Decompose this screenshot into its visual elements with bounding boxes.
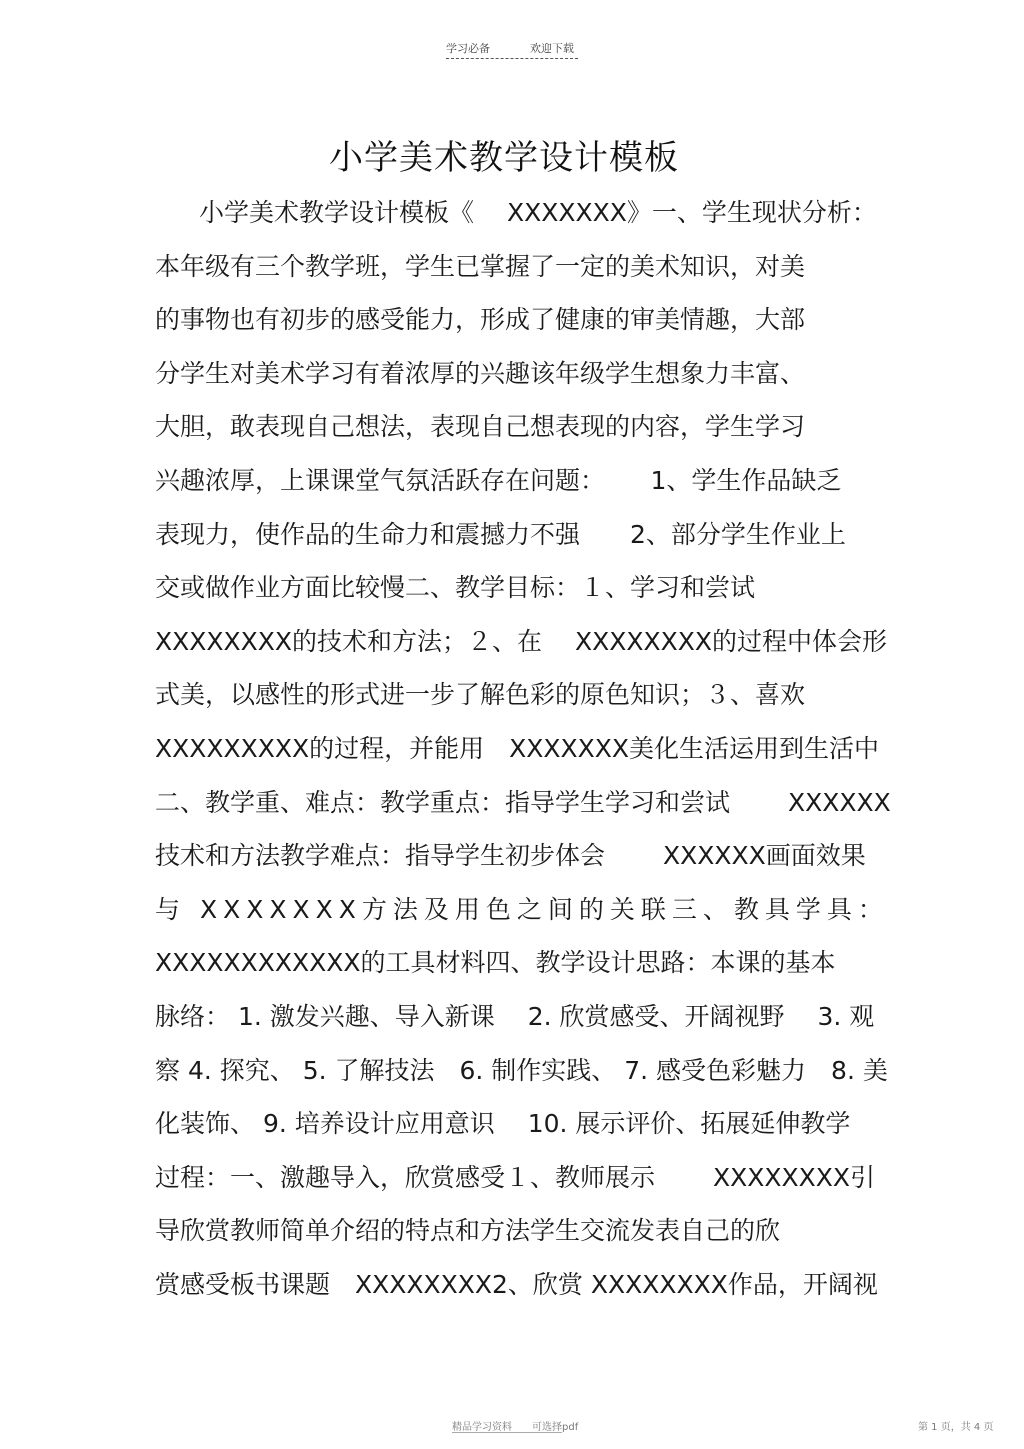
header-right-text: 欢迎下载 — [530, 42, 574, 55]
body-line: 的事物也有初步的感受能力，形成了健康的审美情趣，大部 — [155, 305, 806, 335]
body-line: 过程：一、激趣导入，欣赏感受１、教师展示 XXXXXXXX引 — [155, 1162, 875, 1192]
body-line: 小学美术教学设计模板《 XXXXXXX》一、学生现状分析： — [199, 198, 877, 227]
body-line: 与 XXXXXXX方法及用色之间的关联三、教具学具： — [155, 894, 889, 924]
document-body — [155, 186, 895, 1311]
footer-left-text: 精品学习资料 可选择pdf — [452, 1422, 579, 1433]
body-line: XXXXXXXX的技术和方法；２、在 XXXXXXXX的过程中体会形 — [155, 626, 887, 656]
body-line: 交或做作业方面比较慢二、教学目标：１、学习和尝试 — [155, 573, 756, 603]
body-line: 式美，以感性的形式进一步了解色彩的原色知识；３、喜欢 — [155, 680, 806, 710]
body-line: XXXXXXXXXXXX的工具材料四、教学设计思路：本课的基本 — [155, 948, 836, 978]
document-title: 小学美术教学设计模板 — [329, 138, 679, 178]
page-footer — [0, 1418, 1024, 1434]
body-line: 技术和方法教学难点：指导学生初步体会 XXXXXX画面效果 — [155, 841, 866, 871]
body-line: 察 4. 探究、 5. 了解技法 6. 制作实践、 7. 感受色彩魅力 8. 美 — [155, 1055, 888, 1085]
body-line: 本年级有三个教学班，学生已掌握了一定的美术知识，对美 — [155, 251, 806, 281]
header-divider — [446, 58, 578, 59]
body-line: 大胆，敢表现自己想法，表现自己想表现的内容，学生学习 — [155, 412, 806, 442]
body-line: 脉络： 1. 激发兴趣、导入新课 2. 欣赏感受、开阔视野 3. 观 — [155, 1001, 875, 1031]
body-line: 化装饰、 9. 培养设计应用意识 10. 展示评价、拓展延伸教学 — [155, 1109, 851, 1139]
page-number: 第 1 页，共 4 页 — [918, 1422, 994, 1433]
body-line: 兴趣浓厚，上课课堂气氛活跃存在问题： 1、学生作品缺乏 — [155, 465, 842, 495]
body-line: XXXXXXXXX的过程，并能用 XXXXXXX美化生活运用到生活中 — [155, 733, 880, 763]
footer-underline — [452, 1432, 562, 1433]
body-line: 表现力，使作品的生命力和震撼力不强 2、部分学生作业上 — [155, 519, 846, 549]
body-line: 二、教学重、难点：教学重点：指导学生学习和尝试 XXXXXX — [155, 787, 891, 817]
header-left-text: 学习必备 — [446, 42, 490, 55]
body-line: 导欣赏教师简单介绍的特点和方法学生交流发表自己的欣 — [155, 1216, 781, 1246]
body-line: 赏感受板书课题 XXXXXXXX2、欣赏 XXXXXXXX作品，开阔视 — [155, 1269, 878, 1299]
body-line: 分学生对美术学习有着浓厚的兴趣该年级学生想象力丰富、 — [155, 358, 806, 388]
page-header — [446, 40, 578, 62]
